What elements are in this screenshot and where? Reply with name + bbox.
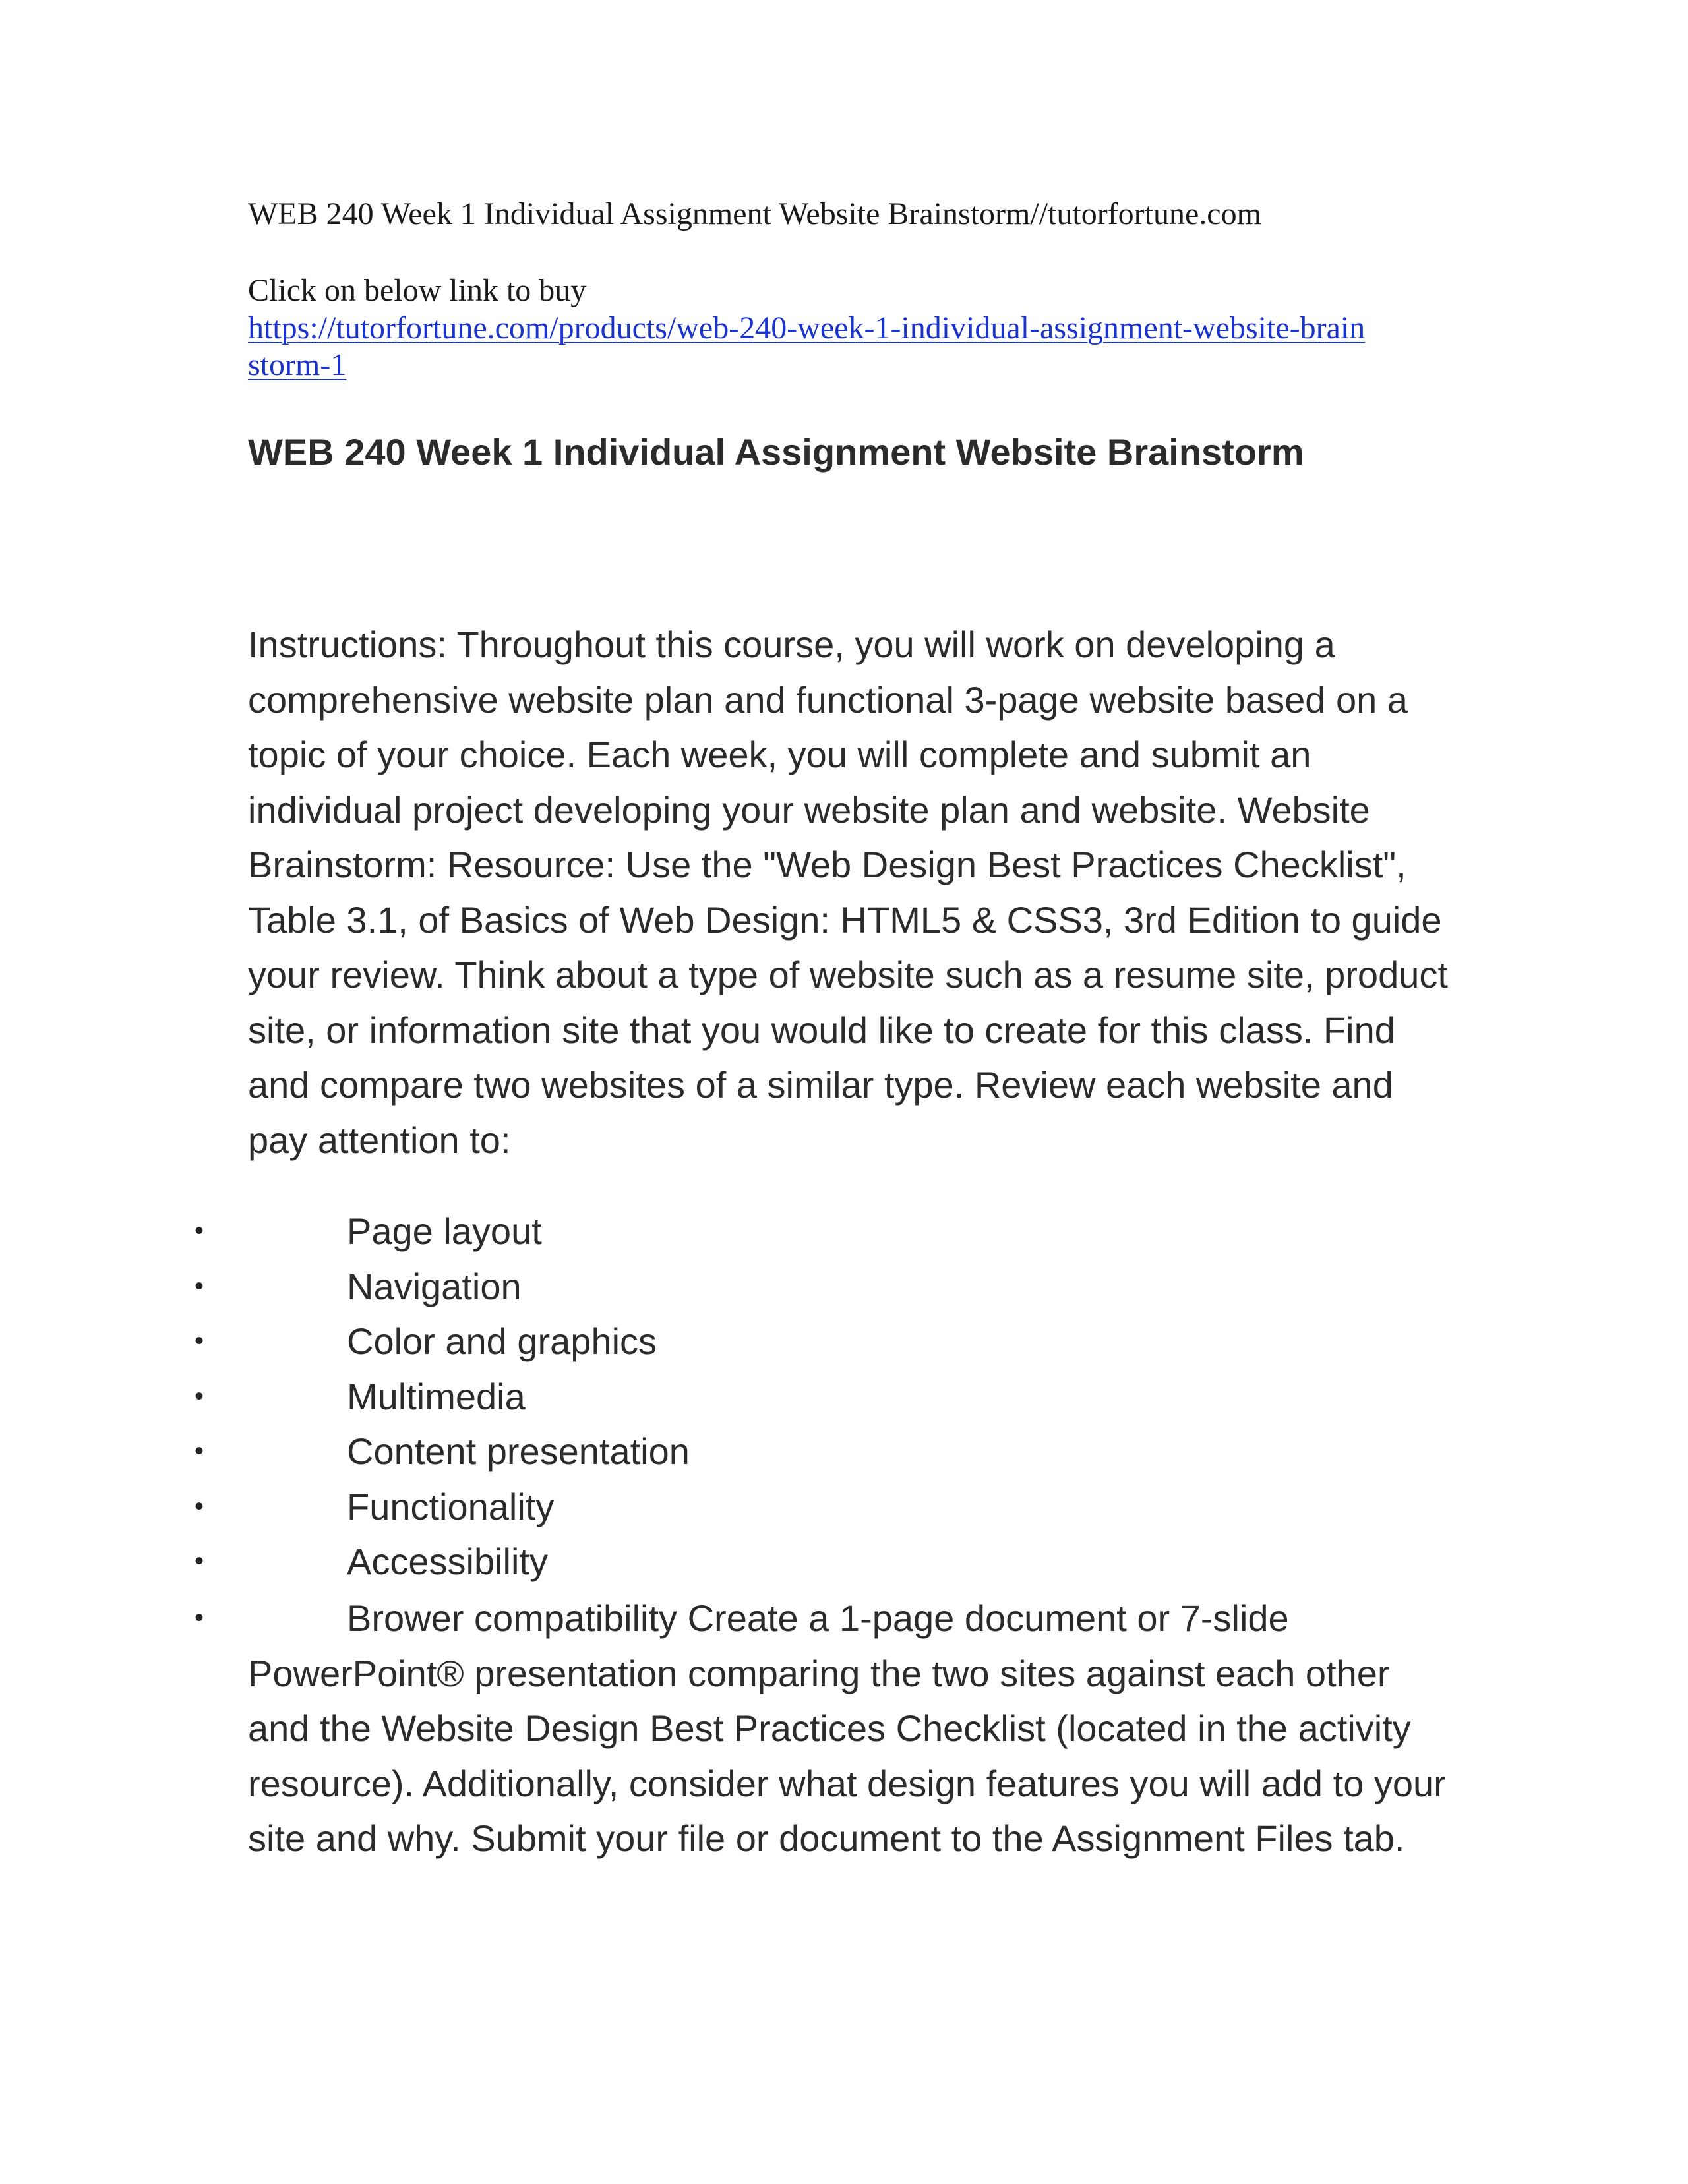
- bullet-icon: •: [195, 1436, 204, 1465]
- list-item-label: Page layout: [347, 1210, 542, 1252]
- list-item-label: Functionality: [347, 1485, 555, 1527]
- list-item-label: Content presentation: [347, 1431, 690, 1472]
- buy-link[interactable]: https://tutorfortune.com/products/web-240-week-1-individual-assignment-website-brainstorm-1: [248, 310, 1366, 382]
- bullet-icon: •: [195, 1491, 204, 1521]
- page-title: WEB 240 Week 1 Individual Assignment Website Brainstorm: [248, 431, 1304, 473]
- closing-text: Brower compatibility Create a 1-page document or 7-slide PowerPoint® presentation comparing the two sites against each other and the Website Design Best Practices Checklist (located in the activity resource). Additionally, consider what design features you will add to your site and why. Submit your file or document to the Assignment Files tab.: [248, 1597, 1446, 1859]
- list-item-label: Color and graphics: [347, 1320, 657, 1362]
- bullet-icon: •: [195, 1326, 204, 1355]
- bullet-icon: •: [195, 1216, 204, 1245]
- list-item-label: Accessibility: [347, 1541, 548, 1582]
- instructions-paragraph: Instructions: Throughout this course, you will work on developing a comprehensive website plan and functional 3-page website based on a topic of your choice. Each week, you will complete and submit an individual project developing your website plan and website. Website Brainstorm: Resource: Use the "Web Design Best Practices Checklist", Table 3.1, of Basics of Web Design: HTML5 & CSS3, 3rd Edition to guide your review. Think about a type of website such as a resume site, product site, or information site that you would like to create for this class. Find and compare two websites of a similar type. Review each website and pay attention to:: [248, 624, 1448, 1161]
- document-header-line: WEB 240 Week 1 Individual Assignment Website Brainstorm//tutorfortune.com: [248, 196, 1261, 231]
- list-item-label: Multimedia: [347, 1375, 526, 1417]
- bullet-icon: •: [195, 1381, 204, 1411]
- closing-paragraph: [248, 1591, 1448, 1866]
- buy-cta-text: Click on below link to buy: [248, 273, 587, 308]
- bullet-icon: •: [195, 1547, 204, 1576]
- list-item-label: Navigation: [347, 1265, 522, 1307]
- buy-cta-block: [248, 272, 1448, 384]
- bullet-icon: •: [195, 1271, 204, 1301]
- bullet-icon: •: [195, 1603, 204, 1632]
